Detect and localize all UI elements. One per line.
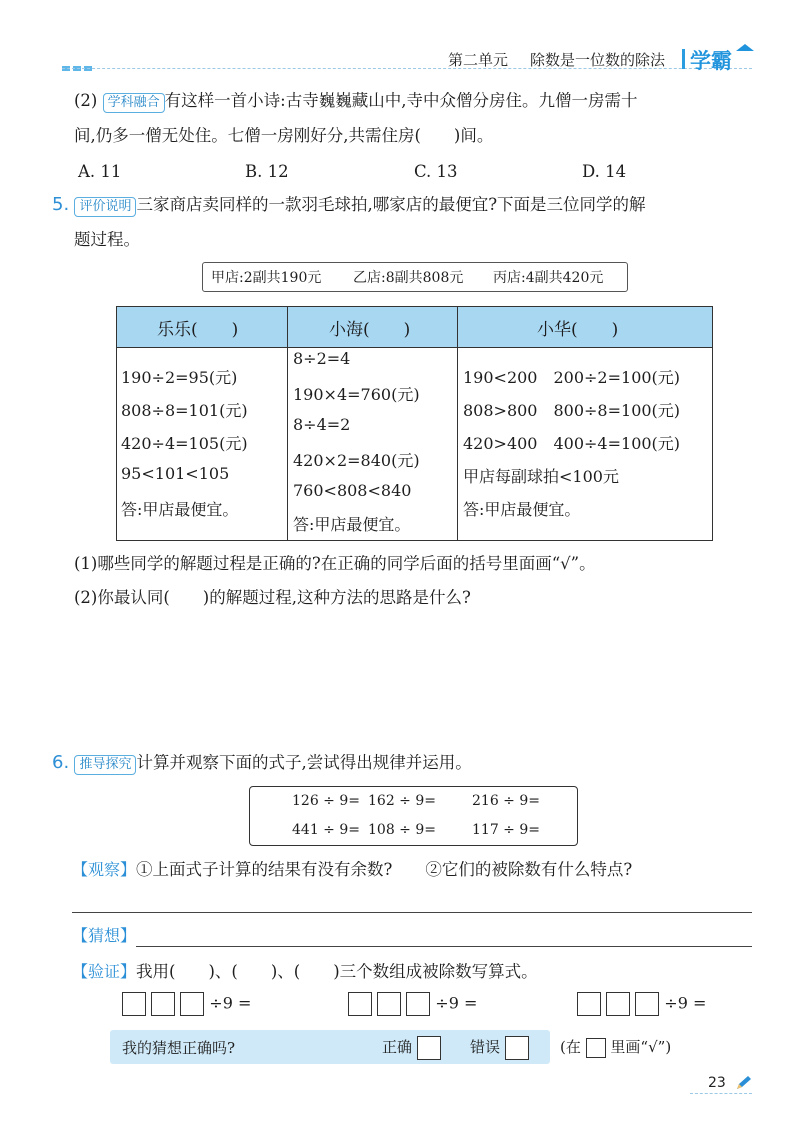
- tag-subject-fusion: 学科融合: [103, 93, 165, 113]
- expression: 216 ÷ 9=: [472, 793, 540, 809]
- expression: 117 ÷ 9=: [472, 822, 540, 838]
- xiaohua-line: 甲店每副球拍<100元: [463, 467, 619, 486]
- question-4-2: [74, 89, 637, 113]
- column-divider: [457, 307, 458, 540]
- header-xiaohai[interactable]: 小海( ): [329, 320, 411, 340]
- shop-bing: 丙店:4副共420元: [493, 270, 604, 286]
- unit-title: 第二单元: [448, 51, 509, 69]
- brand-logo: 学霸: [690, 49, 732, 73]
- solutions-table: [116, 306, 713, 541]
- digit-box[interactable]: [635, 992, 659, 1016]
- observe-text: ①上面式子计算的结果有没有余数? ②它们的被除数有什么特点?: [136, 860, 633, 879]
- sub-question-1: (1)哪些同学的解题过程是正确的?在正确的同学后面的括号里面画“√”。: [74, 554, 596, 573]
- option-a[interactable]: A. 11: [78, 162, 122, 181]
- question-6: [52, 751, 472, 775]
- digit-box[interactable]: [151, 992, 175, 1016]
- xiaohai-line: 760<808<840: [293, 481, 412, 500]
- shop-yi: 乙店:8副共808元: [353, 270, 464, 286]
- option-b[interactable]: B. 12: [245, 162, 289, 181]
- column-divider: [287, 307, 288, 540]
- question-text-line2: 题过程。: [74, 230, 140, 249]
- header-xiaohua[interactable]: 小华( ): [537, 320, 619, 340]
- correct-option: [382, 1036, 441, 1060]
- lele-line: 答:甲店最便宜。: [121, 500, 239, 519]
- lele-line: 420÷4=105(元): [121, 434, 248, 453]
- question-intro: 计算并观察下面的式子,尝试得出规律并运用。: [136, 753, 472, 772]
- lele-line: 190÷2=95(元): [121, 368, 238, 387]
- expression: 126 ÷ 9=: [292, 793, 360, 809]
- hint-box: [586, 1038, 606, 1058]
- digit-box[interactable]: [348, 992, 372, 1016]
- expression: 441 ÷ 9=: [292, 822, 360, 838]
- xiaohua-line: 190<200 200÷2=100(元): [463, 368, 681, 387]
- digit-box[interactable]: [406, 992, 430, 1016]
- divide-by-nine: ÷9 =: [664, 993, 707, 1013]
- xiaohai-line: 420×2=840(元): [293, 451, 420, 470]
- footer-divider: [690, 1093, 752, 1094]
- division-blank-2: [348, 992, 477, 1016]
- self-check-question: 我的猜想正确吗?: [122, 1039, 236, 1057]
- hint-prefix: (在: [560, 1038, 581, 1056]
- answer-line-guess[interactable]: [136, 946, 752, 947]
- xiaohai-line: 190×4=760(元): [293, 385, 420, 404]
- digit-box[interactable]: [180, 992, 204, 1016]
- question-5: [52, 193, 646, 217]
- hint-suffix: 里画“√”): [610, 1038, 672, 1056]
- correct-label: 正确: [382, 1038, 413, 1056]
- digit-box[interactable]: [122, 992, 146, 1016]
- expression: 108 ÷ 9=: [368, 822, 436, 838]
- verify-text: 我用( )、( )、( )三个数组成被除数写算式。: [136, 962, 538, 981]
- lele-line: 95<101<105: [121, 464, 230, 483]
- question-number: 6.: [52, 752, 70, 773]
- expression: 162 ÷ 9=: [368, 793, 436, 809]
- digit-box[interactable]: [377, 992, 401, 1016]
- shop-jia: 甲店:2副共190元: [211, 270, 322, 286]
- topic-title: 除数是一位数的除法: [530, 51, 666, 69]
- divide-by-nine: ÷9 =: [209, 993, 252, 1013]
- tag-evaluation: 评价说明: [74, 197, 136, 217]
- divide-by-nine: ÷9 =: [435, 993, 478, 1013]
- division-blank-1: [122, 992, 251, 1016]
- guess-row: [72, 924, 136, 948]
- question-number: 5.: [52, 194, 70, 215]
- question-text-line1: 有这样一首小诗:古寺巍巍藏山中,寺中众僧分房住。九僧一房需十: [164, 91, 638, 110]
- xiaohua-line: 答:甲店最便宜。: [463, 500, 581, 519]
- brand-bar: [682, 49, 685, 69]
- option-d[interactable]: D. 14: [582, 162, 627, 181]
- sub-number: (2): [74, 91, 98, 110]
- digit-box[interactable]: [577, 992, 601, 1016]
- sub-question-2: (2)你最认同( )的解题过程,这种方法的思路是什么?: [74, 588, 471, 607]
- wrong-label: 错误: [470, 1038, 501, 1056]
- division-blank-3: [577, 992, 706, 1016]
- digit-box[interactable]: [606, 992, 630, 1016]
- guess-label: 【猜想】: [72, 926, 137, 945]
- wrong-checkbox[interactable]: [505, 1036, 529, 1060]
- check-hint: [560, 1036, 671, 1058]
- shop-prices-box: [202, 262, 628, 292]
- observe-label: 【观察】: [72, 860, 137, 879]
- graduation-cap-icon: [736, 44, 754, 51]
- lele-line: 808÷8=101(元): [121, 401, 248, 420]
- tag-derive-explore: 推导探究: [74, 755, 136, 775]
- question-text-line1: 三家商店卖同样的一款羽毛球拍,哪家店的最便宜?下面是三位同学的解: [136, 195, 646, 214]
- observe-row: [72, 858, 632, 882]
- verify-label: 【验证】: [72, 962, 137, 981]
- header-decoration: [62, 56, 95, 75]
- xiaohua-line: 808>800 800÷8=100(元): [463, 401, 681, 420]
- wrong-option: [470, 1036, 529, 1060]
- expressions-box: [249, 786, 578, 846]
- correct-checkbox[interactable]: [417, 1036, 441, 1060]
- answer-line-observe[interactable]: [72, 912, 752, 913]
- xiaohai-line: 答:甲店最便宜。: [293, 515, 411, 534]
- verify-row: [72, 960, 538, 984]
- question-text-line2: 间,仍多一僧无处住。七僧一房刚好分,共需住房( )间。: [74, 126, 494, 145]
- xiaohai-line: 8÷4=2: [293, 415, 351, 434]
- xiaohai-line: 8÷2=4: [293, 349, 351, 368]
- header-lele[interactable]: 乐乐( ): [157, 320, 239, 340]
- page-number: 23: [708, 1075, 726, 1091]
- pencil-icon: [735, 1075, 753, 1095]
- option-c[interactable]: C. 13: [414, 162, 458, 181]
- xiaohua-line: 420>400 400÷4=100(元): [463, 434, 681, 453]
